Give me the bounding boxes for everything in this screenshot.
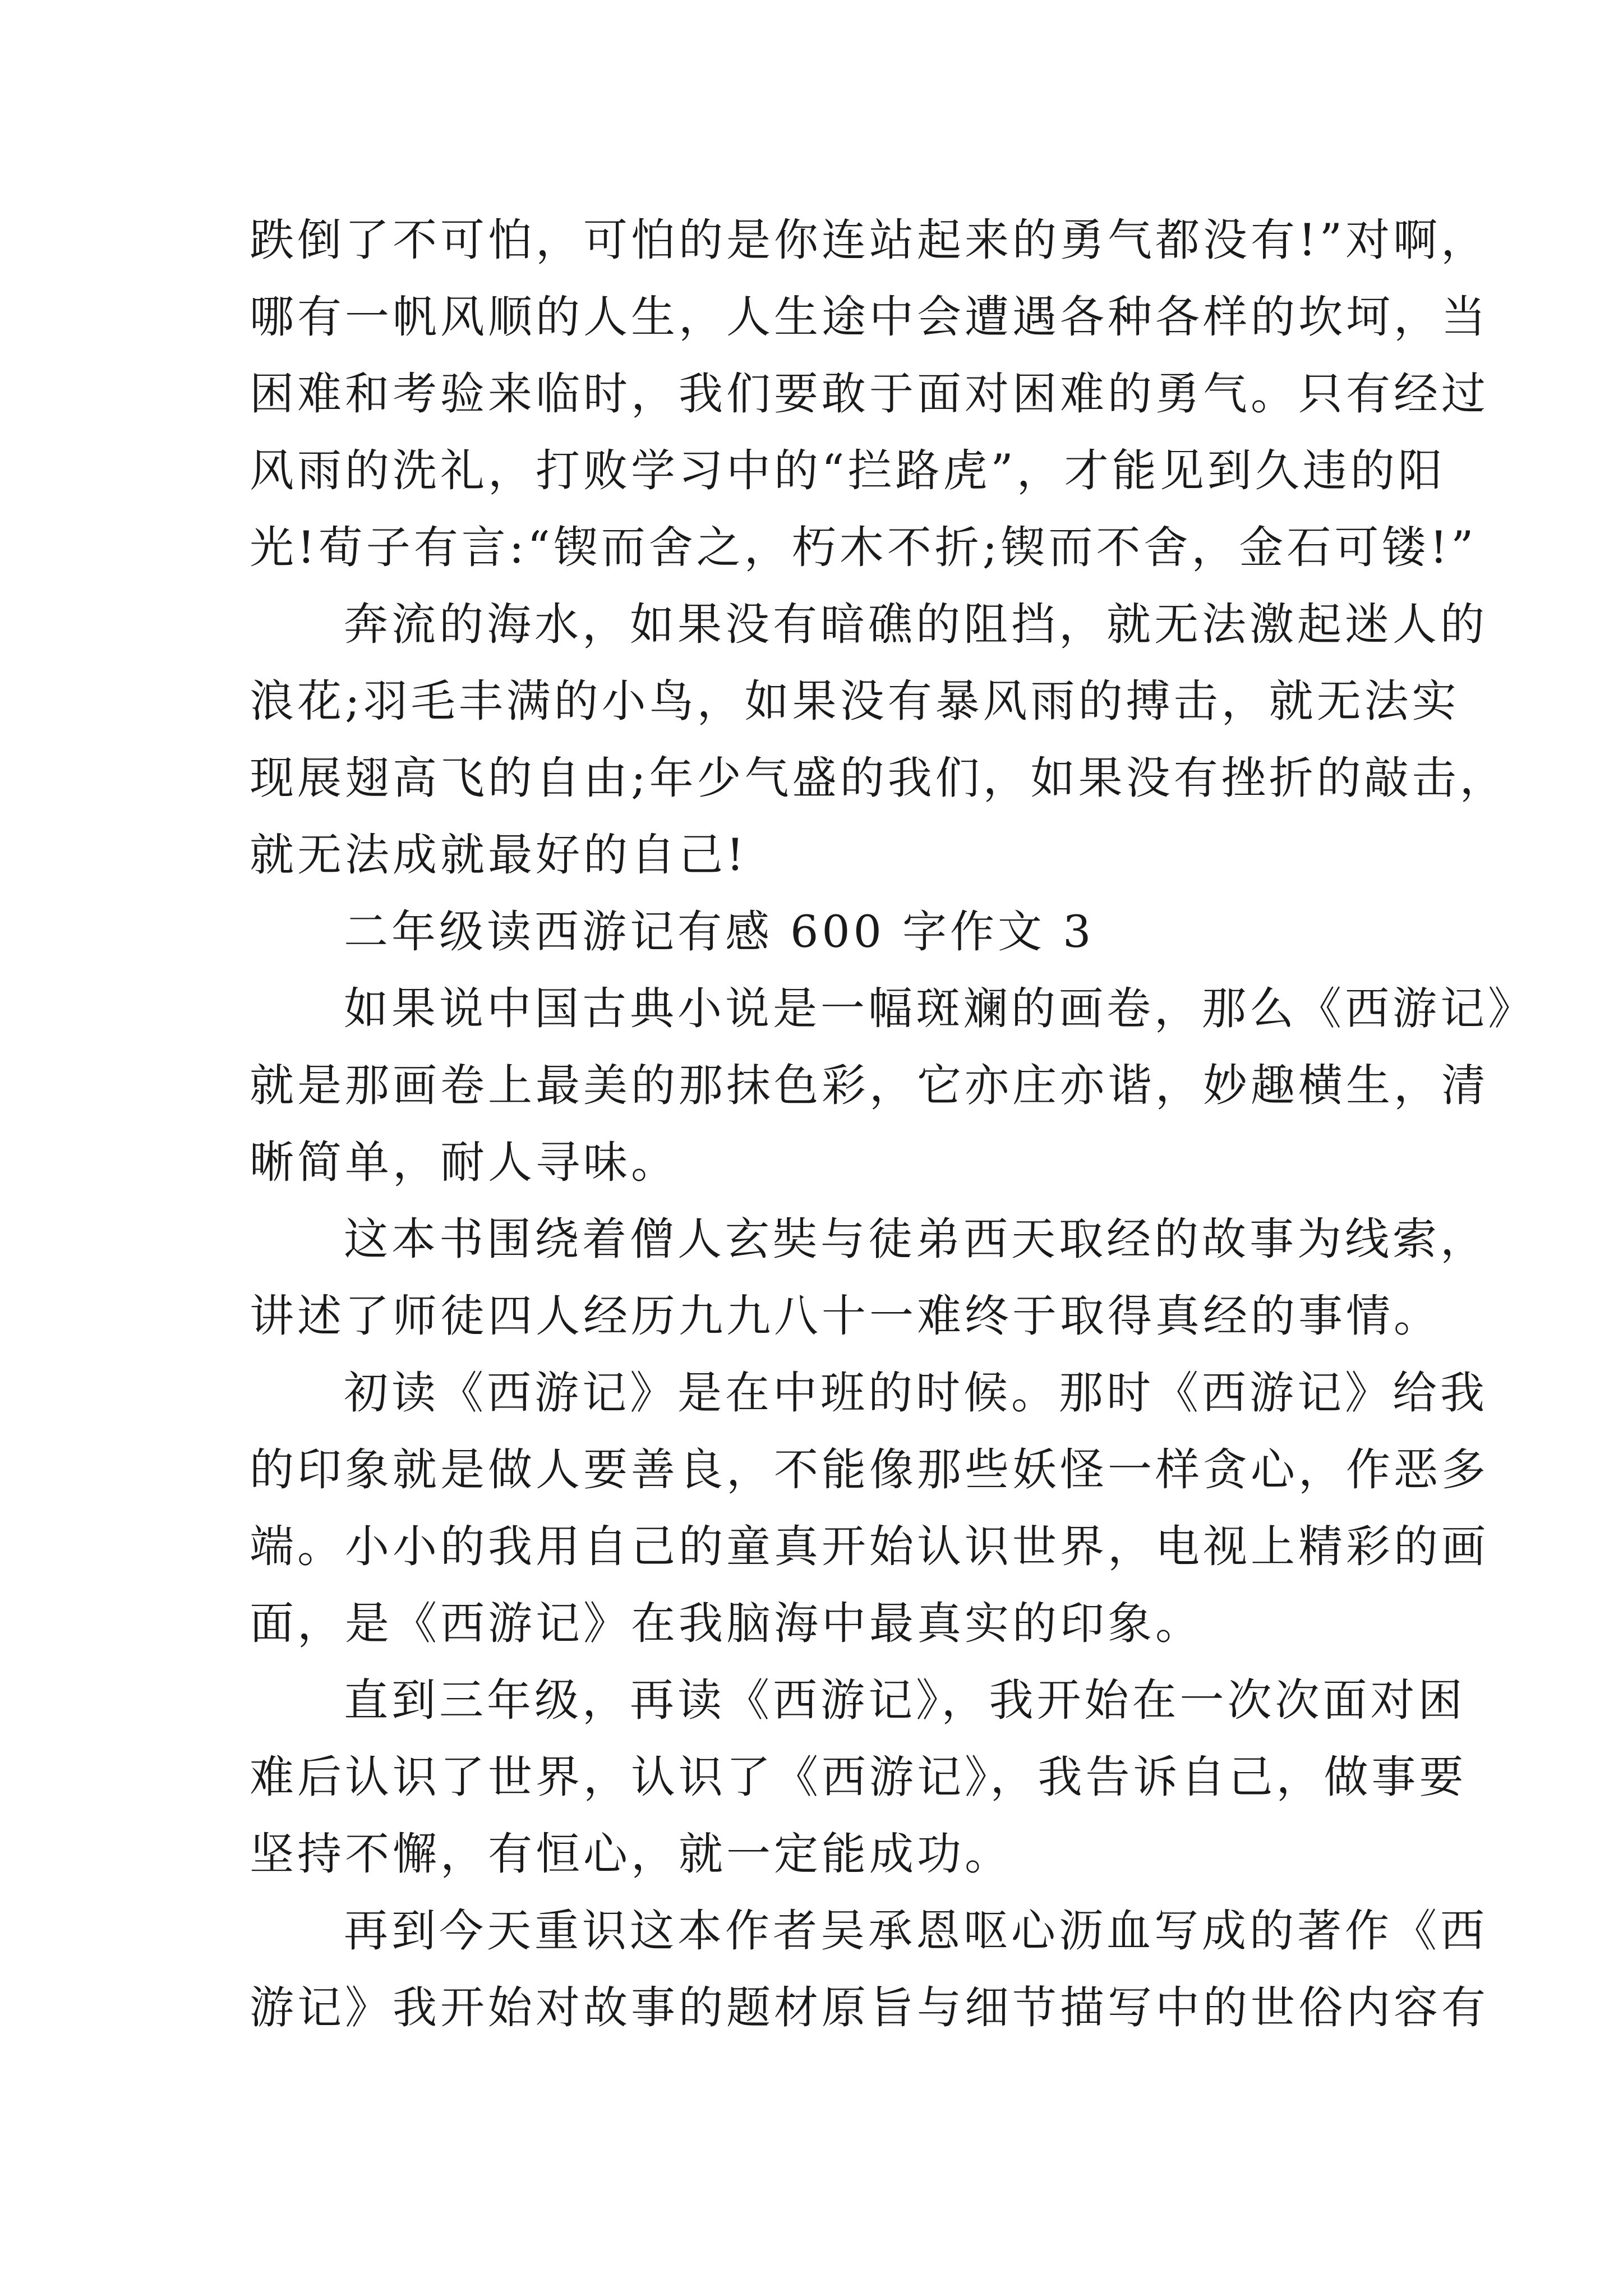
text-line: 晰简单，耐人寻味。 [250,1137,679,1188]
text-line: 跌倒了不可怕，可怕的是你连站起来的勇气都没有!”对啊， [250,214,1489,266]
text-line: 游记》我开始对故事的题材原旨与细节描写中的世俗内容有 [250,1982,1489,2033]
text-line: 难后认识了世界，认识了《西游记》，我告诉自己，做事要 [250,1751,1467,1803]
text-line: 浪花;羽毛丰满的小鸟，如果没有暴风雨的搏击，就无法实 [250,675,1460,727]
body-text [250,202,1536,2046]
text-line: 面，是《西游记》在我脑海中最真实的印象。 [250,1598,1203,1649]
text-line: 的印象就是做人要善良，不能像那些妖怪一样贪心，作恶多 [250,1444,1489,1496]
text-line: 现展翅高飞的自由;年少气盛的我们，如果没有挫折的敲击， [250,752,1507,804]
text-line: 风雨的洗礼，打败学习中的“拦路虎”，才能见到久违的阳 [250,445,1446,496]
text-line: 这本书围绕着僧人玄奘与徒弟西天取经的故事为线索， [344,1213,1488,1265]
text-line: 如果说中国古典小说是一幅斑斓的画卷，那么《西游记》 [344,983,1536,1034]
text-line: 二年级读西游记有感 600 字作文 3 [344,906,1095,958]
text-line: 再到今天重识这本作者吴承恩呕心沥血写成的著作《西 [344,1905,1488,1957]
text-line: 奔流的海水，如果没有暗礁的阻挡，就无法激起迷人的 [344,599,1488,650]
text-line: 哪有一帆风顺的人生，人生途中会遭遇各种各样的坎坷，当 [250,291,1489,343]
text-line: 困难和考验来临时，我们要敢于面对困难的勇气。只有经过 [250,368,1489,420]
text-line: 就是那画卷上最美的那抹色彩，它亦庄亦谐，妙趣横生，清 [250,1060,1489,1111]
text-line: 光!荀子有言:“锲而舍之，朽木不折;锲而不舍，金石可镂!” [250,522,1477,573]
text-line: 初读《西游记》是在中班的时候。那时《西游记》给我 [344,1367,1488,1419]
text-line: 端。小小的我用自己的童真开始认识世界，电视上精彩的画 [250,1521,1489,1572]
text-line: 坚持不懈，有恒心，就一定能成功。 [250,1828,1012,1880]
text-line: 就无法成就最好的自己! [250,829,748,881]
text-line: 讲述了师徒四人经历九九八十一难终于取得真经的事情。 [250,1290,1441,1342]
text-line: 直到三年级，再读《西游记》，我开始在一次次面对困 [344,1674,1466,1726]
